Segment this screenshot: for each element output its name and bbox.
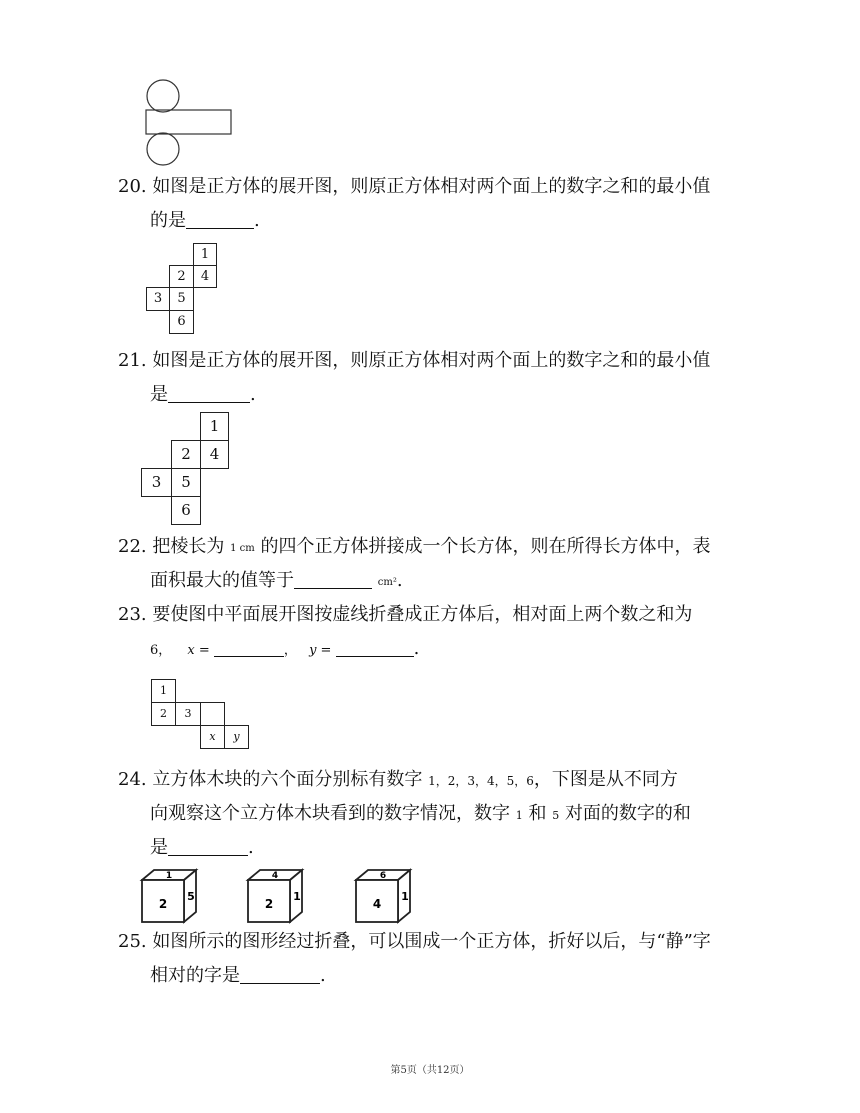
q23-text: 要使图中平面展开图按虚线折叠成正方体后，相对面上两个数之和为: [152, 604, 693, 625]
q20-number: 20.: [118, 176, 147, 197]
net-cell: 4: [193, 265, 217, 288]
q25-text-2: 相对的字是: [150, 965, 240, 986]
q22-line1: [118, 536, 710, 560]
net-cell: 3: [146, 287, 170, 311]
q24-and: 和: [528, 803, 547, 824]
q23-line2: [150, 638, 419, 662]
page-footer: 第5页（共12页）: [390, 1065, 470, 1076]
q22-number: 22.: [118, 536, 147, 557]
q20-cube-net: [146, 243, 218, 335]
q24-digit-5: 5: [552, 809, 560, 822]
q25-answer-blank[interactable]: [240, 965, 320, 984]
net-cell: y: [224, 725, 249, 749]
q24-period: .: [248, 837, 254, 858]
q22-period: .: [396, 570, 403, 591]
q21-line2: [150, 384, 256, 406]
net-cell: 2: [151, 702, 176, 726]
cube-1-top: 1: [165, 871, 173, 881]
q22-line2: [150, 570, 403, 594]
cube-1-side: 5: [187, 890, 195, 903]
q23-y-label: y =: [309, 643, 332, 658]
net-cell: x: [200, 725, 225, 749]
q23-comma: ，: [283, 643, 297, 658]
q24-text-3: 是: [150, 837, 168, 858]
cube-view-2: [248, 870, 302, 922]
q22-answer-blank[interactable]: [294, 570, 372, 589]
q20-period: .: [254, 210, 260, 231]
q21-cube-net: [141, 412, 231, 526]
net-cell: 2: [169, 265, 194, 288]
q23-x-label: x =: [187, 643, 210, 658]
cube-2-side: 1: [293, 890, 301, 903]
net-cell: 1: [151, 679, 176, 703]
q24-text-2b: 对面的数字的和: [564, 803, 691, 824]
cylinder-net-figure: [140, 76, 240, 168]
q20-answer-blank[interactable]: [186, 210, 254, 229]
cube-3-side: 1: [401, 890, 409, 903]
net-cell: [200, 702, 225, 726]
net-cell: 3: [175, 702, 201, 726]
q24-digit-1: 1: [515, 809, 523, 822]
net-cell: 5: [171, 468, 201, 497]
cube-2-top: 4: [271, 871, 279, 881]
net-cell: 6: [169, 310, 194, 334]
cube-view-1: [142, 870, 196, 922]
cylinder-side-rect: [146, 110, 231, 134]
q22-text: 把棱长为: [152, 536, 225, 557]
net-cell: 2: [171, 440, 201, 469]
q23-number: 23.: [118, 604, 147, 625]
q24-line2: [150, 803, 691, 827]
net-cell: 1: [193, 243, 217, 266]
q23-line1: [118, 604, 692, 626]
q22-unit-cm2: cm²: [377, 577, 397, 588]
q23-cube-net: [151, 679, 251, 751]
q24-cubes-figure: [138, 864, 428, 924]
net-cell: 1: [200, 412, 229, 441]
q21-line1: [118, 350, 710, 372]
q20-line1: [118, 176, 710, 198]
q24-line3: [150, 837, 254, 859]
q20-text-2: 的是: [150, 210, 186, 231]
q24-text-2: 向观察这个立方体木块看到的数字情况，数字: [150, 803, 510, 824]
q25-line2: [150, 965, 326, 987]
q24-text-b: ，下图是从不同方: [533, 769, 678, 790]
q22-text-b: 的四个正方体拼接成一个长方体，则在所得长方体中，表: [260, 536, 711, 557]
q21-answer-blank[interactable]: [168, 384, 250, 403]
cube-1-front: 2: [158, 897, 168, 911]
q21-period: .: [250, 384, 256, 405]
cylinder-bottom-circle: [147, 133, 179, 165]
q24-line1: [118, 769, 678, 792]
cube-2-front: 2: [264, 897, 274, 911]
cube-3-front: 4: [372, 897, 382, 911]
q25-text: 如图所示的图形经过折叠，可以围成一个正方体，折好以后，与“静”字: [152, 931, 711, 952]
q23-text-2: 6，: [150, 643, 172, 658]
q22-unit-cm: 1 cm: [230, 543, 255, 554]
q24-number: 24.: [118, 769, 147, 790]
q20-text: 如图是正方体的展开图，则原正方体相对两个面上的数字之和的最小值: [152, 176, 711, 197]
cube-3-top: 6: [379, 871, 387, 881]
q24-digits: 1，2，3，4，5，6: [428, 774, 534, 788]
q23-period: .: [413, 638, 420, 659]
q23-y-blank[interactable]: [336, 642, 414, 657]
q25-line1: [118, 931, 711, 953]
q25-number: 25.: [118, 931, 147, 952]
q24-text: 立方体木块的六个面分别标有数字: [152, 769, 423, 790]
net-cell: 6: [171, 496, 201, 525]
q24-answer-blank[interactable]: [168, 837, 248, 856]
net-cell: 5: [169, 287, 194, 311]
q21-number: 21.: [118, 350, 147, 371]
net-cell: 3: [141, 468, 172, 497]
q23-x-blank[interactable]: [214, 642, 284, 657]
q22-text-2: 面积最大的值等于: [150, 570, 294, 591]
cylinder-top-circle: [147, 80, 179, 112]
q21-text: 如图是正方体的展开图，则原正方体相对两个面上的数字之和的最小值: [152, 350, 711, 371]
q20-line2: [150, 210, 260, 232]
net-cell: 4: [200, 440, 229, 469]
q25-period: .: [320, 965, 326, 986]
q21-text-2: 是: [150, 384, 168, 405]
cube-view-3: [356, 870, 410, 922]
